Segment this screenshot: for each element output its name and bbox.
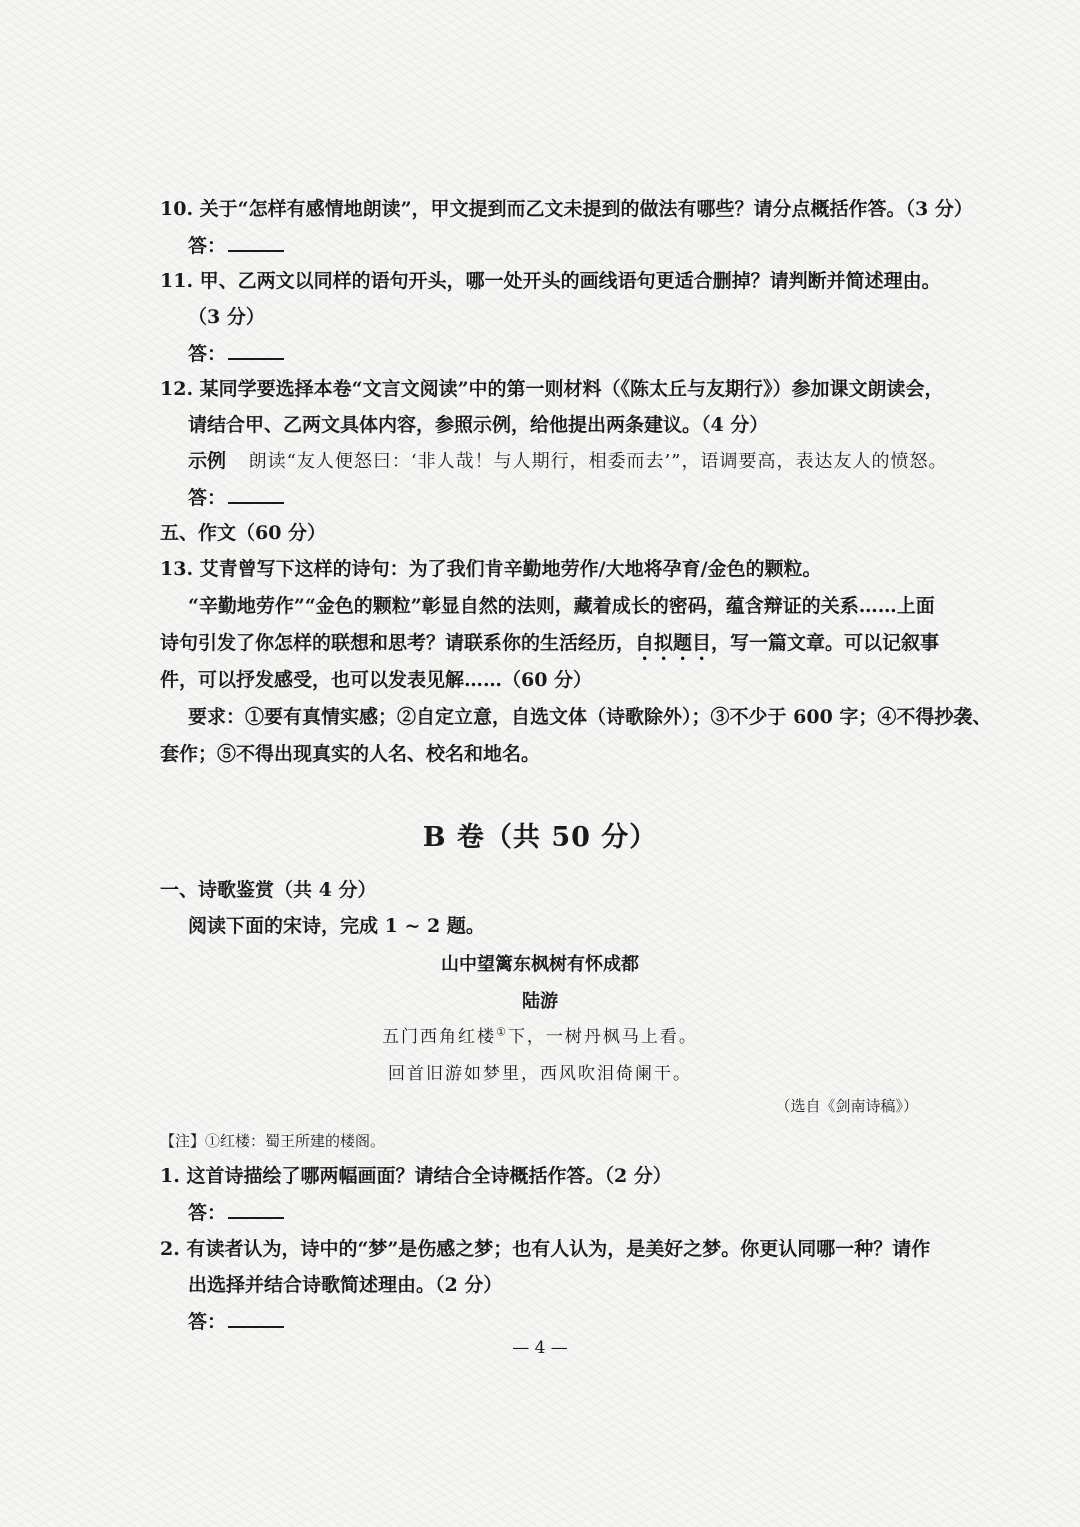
- page-number: — 4 —: [512, 1338, 568, 1358]
- poem-line-1a: 五门西角红楼: [382, 1027, 497, 1047]
- poem-note: 【注】①红楼：蜀王所建的楼阁。: [160, 1132, 386, 1150]
- answer-blank[interactable]: [228, 232, 284, 252]
- question-13-text-2: “辛勤地劳作”“金色的颗粒”彰显自然的法则，藏着成长的密码，蕴含辩证的关系……上面: [188, 595, 935, 617]
- answer-label: 答：: [188, 1202, 227, 1224]
- poem-line-1b: 下，一树丹枫马上看。: [507, 1027, 698, 1047]
- question-10: [160, 196, 973, 222]
- question-13-text-3a: 诗句引发了你怎样的联想和思考？请联系你的生活经历，: [160, 632, 636, 654]
- poetry-heading: [160, 877, 376, 903]
- question-13-text-4: 件，可以抒发感受，也可以发表见解……（60 分）: [160, 669, 593, 691]
- question-13-line3: [160, 630, 939, 665]
- question-13-text-3b: ，写一篇文章。可以记叙事: [711, 632, 940, 654]
- answer-label: 答：: [188, 343, 227, 365]
- example-label: 示例: [188, 450, 227, 472]
- instruction-text: 阅读下面的宋诗，完成 1 ~ 2 题。: [188, 915, 485, 937]
- question-11-line1: [160, 268, 941, 294]
- question-b1-text: 1. 这首诗描绘了哪两幅画面？请结合全诗概括作答。（2 分）: [160, 1165, 672, 1187]
- poem-source: （选自《剑南诗稿》）: [775, 1097, 918, 1115]
- requirements-text: ①要有真情实感；②自定立意，自选文体（诗歌除外）；③不少于 600 字；④不得抄袭、: [245, 706, 992, 728]
- question-b2-text: 2. 有读者认为，诗中的“梦”是伤感之梦；也有人认为，是美好之梦。你更认同哪一种？请作: [160, 1238, 931, 1260]
- question-13-requirements: [188, 704, 991, 730]
- poetry-instruction: [188, 913, 485, 939]
- question-12-text-2: 请结合甲、乙两文具体内容，参照示例，给他提出两条建议。（4 分）: [188, 414, 769, 436]
- poem-line-1: [0, 1022, 1080, 1047]
- question-b2-line2: [188, 1272, 502, 1298]
- section-heading: 五、作文（60 分）: [160, 522, 327, 544]
- question-13-line2: [188, 593, 935, 619]
- requirements-text-2: 套作；⑤不得出现真实的人名、校名和地名。: [160, 743, 541, 765]
- answer-label: 答：: [188, 235, 227, 257]
- question-11-text: 11. 甲、乙两文以同样的语句开头，哪一处开头的画线语句更适合删掉？请判断并简述理由。: [160, 270, 941, 292]
- question-12-line1: [160, 376, 944, 402]
- answer-blank[interactable]: [228, 484, 284, 504]
- answer-blank[interactable]: [228, 1199, 284, 1219]
- answer-b1[interactable]: [188, 1199, 284, 1226]
- requirements-label: 要求：: [188, 706, 246, 728]
- emphasis-self-title: 自拟题目: [635, 632, 712, 654]
- section-heading: 一、诗歌鉴赏（共 4 分）: [160, 879, 377, 901]
- answer-10[interactable]: [188, 232, 284, 259]
- section-b-title: B 卷（共 50 分）: [422, 822, 658, 853]
- question-b1: [160, 1163, 672, 1189]
- writing-heading: [160, 520, 326, 546]
- question-b2-text-2: 出选择并结合诗歌简述理由。（2 分）: [188, 1274, 503, 1296]
- question-10-text: 10. 关于“怎样有感情地朗读”，甲文提到而乙文未提到的做法有哪些？请分点概括作答。（3 分）: [160, 198, 973, 220]
- poem-title: 山中望篱东枫树有怀成都: [441, 954, 639, 975]
- question-b2-line1: [160, 1236, 930, 1262]
- poem-line-2: 回首旧游如梦里，西风吹泪倚阑干。: [388, 1064, 692, 1084]
- question-13-line1: [160, 556, 822, 582]
- answer-b2[interactable]: [188, 1308, 284, 1335]
- question-12-example: [188, 448, 948, 475]
- poem-author: 陆游: [522, 991, 558, 1012]
- footnote-marker: ①: [496, 1025, 508, 1039]
- question-11-score: （3 分）: [188, 306, 265, 328]
- answer-label: 答：: [188, 1311, 227, 1333]
- answer-12[interactable]: [188, 484, 284, 511]
- answer-11[interactable]: [188, 340, 284, 367]
- question-12-line2: [188, 412, 768, 438]
- example-text: 朗读“友人便怒曰：‘非人哉！与人期行，相委而去’”，语调要高，表达友人的愤怒。: [248, 451, 948, 472]
- question-13-requirements-2: [160, 741, 540, 767]
- answer-label: 答：: [188, 487, 227, 509]
- question-11-line2: [188, 304, 265, 330]
- question-13-text: 13. 艾青曾写下这样的诗句：为了我们肯辛勤地劳作/大地将孕育/金色的颗粒。: [160, 558, 822, 580]
- question-13-line4: [160, 667, 592, 693]
- answer-blank[interactable]: [228, 1308, 284, 1328]
- question-12-text: 12. 某同学要选择本卷“文言文阅读”中的第一则材料（《陈太丘与友期行》）参加课文朗读会，: [160, 378, 944, 400]
- answer-blank[interactable]: [228, 340, 284, 360]
